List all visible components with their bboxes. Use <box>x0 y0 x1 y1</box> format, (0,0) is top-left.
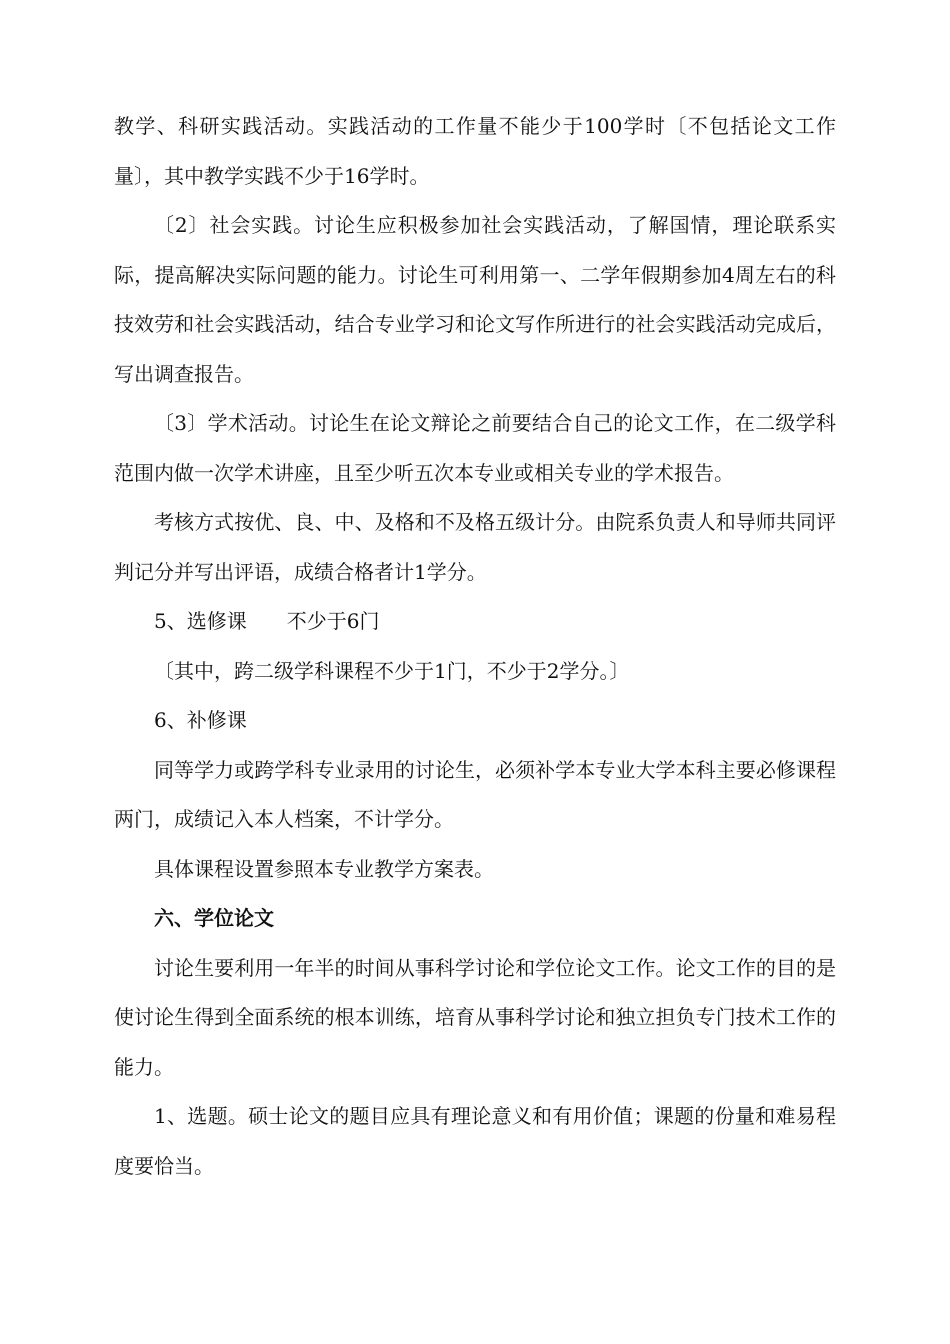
paragraph-thesis-intro: 讨论生要利用一年半的时间从事科学讨论和学位论文工作。论文工作的目的是使讨论生得到全面系统的根本训练，培育从事科学讨论和独立担负专门技术工作的能力。 <box>114 955 836 1079</box>
document-page <box>114 102 836 1191</box>
paragraph-social-practice: 〔2〕社会实践。讨论生应积极参加社会实践活动，了解国情，理论联系实际，提高解决实际问题的能力。讨论生可利用第一、二学年假期参加4周左右的科技效劳和社会实践活动，结合专业学习和论文写作所进行的社会实践活动完成后，写出调查报告。 <box>114 213 836 386</box>
paragraph-topic-selection: 1、选题。硕士论文的题目应具有理论意义和有用价值；课题的份量和难易程度要恰当。 <box>114 1104 836 1178</box>
paragraph-makeup-detail: 同等学力或跨学科专业录用的讨论生，必须补学本专业大学本科主要必修课程两门，成绩记入本人档案，不计学分。 <box>114 757 836 831</box>
paragraph-practice-continued: 教学、科研实践活动。实践活动的工作量不能少于100学时〔不包括论文工作量〕，其中教学实践不少于16学时。 <box>114 114 836 188</box>
paragraph-academic-activity: 〔3〕学术活动。讨论生在论文辩论之前要结合自己的论文工作，在二级学科范围内做一次学术讲座，且至少听五次本专业或相关专业的学术报告。 <box>114 411 836 485</box>
paragraph-course-plan: 具体课程设置参照本专业教学方案表。 <box>154 856 494 881</box>
paragraph-electives-note: 〔其中，跨二级学科课程不少于1门，不少于2学分。〕 <box>154 658 630 683</box>
paragraph-assessment: 考核方式按优、良、中、及格和不及格五级计分。由院系负责人和导师共同评判记分并写出评语，成绩合格者计1学分。 <box>114 510 836 584</box>
paragraph-electives: 5、选修课 不少于6门 <box>154 609 380 633</box>
section-heading-thesis: 六、学位论文 <box>154 906 274 930</box>
paragraph-makeup-courses: 6、补修课 <box>154 708 247 732</box>
